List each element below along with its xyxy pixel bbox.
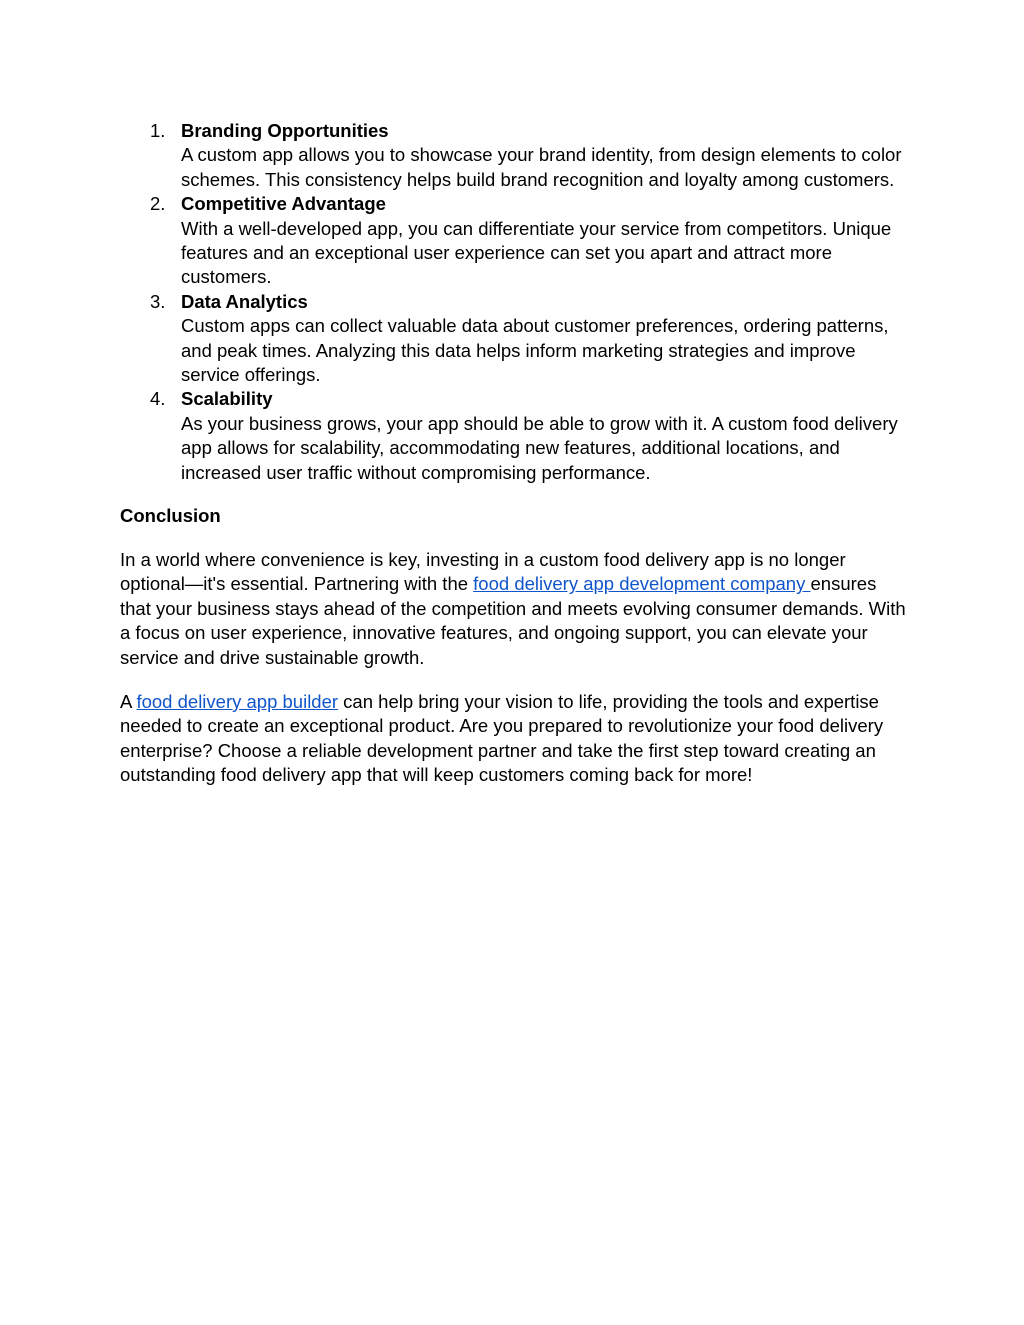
paragraph-text: A xyxy=(120,691,137,712)
list-item-number: 3. xyxy=(150,290,166,312)
paragraph-text: can help bring your vision to life, providing the tools and expertise needed to create an exceptional product. Are you prepared to revolutionize your food delivery enterprise? Choose a reliable development partner and take the first step toward creating an outstanding food delivery app that will keep customers coming back for more! xyxy=(120,691,884,786)
list-item-body: Custom apps can collect valuable data about customer preferences, ordering patterns, and peak times. Analyzing this data helps inform marketing strategies and improve service offerings. xyxy=(181,315,889,386)
list-item-body: With a well-developed app, you can differentiate your service from competitors. Unique features and an exceptional user experience can set you apart and attract more customers. xyxy=(181,217,892,288)
list-item-body: A custom app allows you to showcase your brand identity, from design elements to color schemes. This consistency helps build brand recognition and loyalty among customers. xyxy=(181,144,902,190)
benefits-list xyxy=(120,119,910,485)
paragraph-text: In a world where convenience is key, investing in a custom food delivery app is no longer optional—it's essential. Partnering with the xyxy=(120,549,846,595)
list-item-number: 4. xyxy=(150,388,166,410)
conclusion-heading: Conclusion xyxy=(120,505,221,526)
list-item-title: Competitive Advantage xyxy=(181,193,386,215)
conclusion-paragraph xyxy=(120,548,910,670)
development-company-link[interactable]: food delivery app development company xyxy=(473,573,811,595)
list-item-title: Branding Opportunities xyxy=(181,120,389,141)
list-item xyxy=(120,387,910,485)
list-item xyxy=(120,290,910,388)
app-builder-link[interactable]: food delivery app builder xyxy=(136,691,339,712)
closing-paragraph xyxy=(120,690,910,788)
list-item-number: 2. xyxy=(150,193,166,215)
list-item xyxy=(120,192,910,290)
list-item-number: 1. xyxy=(150,120,166,141)
list-item-title: Scalability xyxy=(181,388,273,410)
list-item xyxy=(120,119,910,192)
list-item-title: Data Analytics xyxy=(181,290,308,312)
paragraph-text: ensures that your business stays ahead of the competition and meets evolving consumer demands. With a focus on user experience, innovative features, and ongoing support, you can elevate your service and drive sustainable growth. xyxy=(120,573,906,668)
list-item-body: As your business grows, your app should be able to grow with it. A custom food delivery app allows for scalability, accommodating new features, additional locations, and increased user traffic without compromising performance. xyxy=(181,412,898,483)
